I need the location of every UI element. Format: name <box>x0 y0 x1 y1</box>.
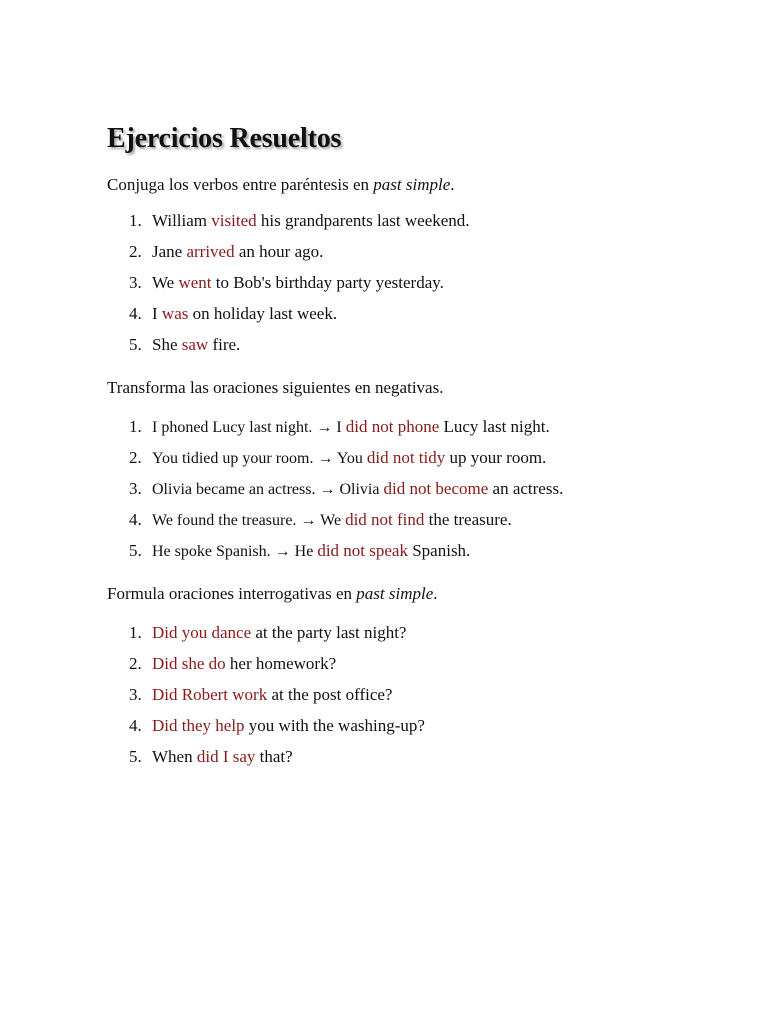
item-text-post: an hour ago. <box>234 242 324 261</box>
item-text-pre: We found the treasure. → We <box>152 512 346 529</box>
item-number: 4. <box>129 510 142 529</box>
item-text-pre: Olivia became an actress. → Olivia <box>152 481 384 498</box>
list-item <box>107 684 747 715</box>
item-text-post: Spanish. <box>407 541 471 560</box>
item-text-pre: He spoke Spanish. → He <box>152 543 318 560</box>
item-number: 2. <box>129 448 142 467</box>
section1-instruction-end: . <box>450 175 455 194</box>
item-number: 5. <box>129 335 142 354</box>
list-item <box>107 478 747 509</box>
item-text-pre: When <box>152 747 197 766</box>
list-item <box>107 416 747 447</box>
item-answer: Did she do <box>152 654 226 673</box>
item-number: 3. <box>129 685 142 704</box>
item-text-pre: I <box>152 304 162 323</box>
item-number: 5. <box>129 747 142 766</box>
item-answer: saw <box>181 335 209 354</box>
item-text-post: to Bob's birthday party yesterday. <box>211 273 444 292</box>
section2-instruction: Transforma las oraciones siguientes en negativas. <box>107 378 444 397</box>
item-answer: Did they help <box>152 716 245 735</box>
item-answer: went <box>178 273 212 292</box>
item-text-post: the treasure. <box>424 510 512 529</box>
item-number: 1. <box>129 211 142 230</box>
item-text-post: an actress. <box>488 479 564 498</box>
list-item <box>107 447 747 478</box>
item-number: 4. <box>129 716 142 735</box>
section1-list <box>107 210 747 365</box>
item-text-post: his grandparents last weekend. <box>256 211 470 230</box>
page-title: Ejercicios Resueltos <box>107 123 342 154</box>
list-item <box>107 272 747 303</box>
item-answer: visited <box>211 211 257 230</box>
list-item <box>107 540 747 571</box>
item-text-post: her homework? <box>225 654 337 673</box>
item-number: 2. <box>129 242 142 261</box>
item-number: 5. <box>129 541 142 560</box>
document-page <box>107 122 747 777</box>
item-number: 3. <box>129 479 142 498</box>
item-text-post: you with the washing-up? <box>244 716 425 735</box>
item-text-pre: I phoned Lucy last night. → I <box>152 419 346 436</box>
section3-instruction-emphasis: past simple <box>356 584 434 603</box>
item-answer: did not phone <box>345 417 440 436</box>
item-text-post: that? <box>255 747 293 766</box>
item-text-post: fire. <box>208 335 241 354</box>
section3-instruction <box>107 583 747 605</box>
list-item <box>107 622 747 653</box>
list-item <box>107 653 747 684</box>
list-item <box>107 715 747 746</box>
item-number: 1. <box>129 417 142 436</box>
list-item <box>107 210 747 241</box>
item-text-pre: We <box>152 273 179 292</box>
list-item <box>107 746 747 777</box>
item-text-pre: You tidied up your room. → You <box>152 450 367 467</box>
section3-instruction-end: . <box>433 584 438 603</box>
item-answer: did not become <box>383 479 489 498</box>
item-answer: Did you dance <box>152 623 252 642</box>
item-answer: arrived <box>186 242 235 261</box>
item-answer: did not speak <box>317 541 408 560</box>
section1-instruction <box>107 174 747 196</box>
item-text-pre: She <box>152 335 182 354</box>
list-item <box>107 509 747 540</box>
item-text-post: up your room. <box>445 448 547 467</box>
list-item <box>107 241 747 272</box>
item-answer: did not tidy <box>366 448 446 467</box>
section3-list <box>107 622 747 777</box>
item-text-post: at the party last night? <box>251 623 407 642</box>
item-text-post: on holiday last week. <box>188 304 338 323</box>
item-answer: Did Robert work <box>152 685 268 704</box>
item-answer: did I say <box>196 747 256 766</box>
item-text-post: Lucy last night. <box>439 417 550 436</box>
section1-instruction-text: Conjuga los verbos entre paréntesis en <box>107 175 374 194</box>
section3-instruction-text: Formula oraciones interrogativas en <box>107 584 357 603</box>
item-number: 3. <box>129 273 142 292</box>
item-number: 4. <box>129 304 142 323</box>
item-text-post: at the post office? <box>267 685 393 704</box>
item-answer: was <box>161 304 189 323</box>
item-text-pre: Jane <box>152 242 187 261</box>
item-answer: did not find <box>345 510 425 529</box>
list-item <box>107 334 747 365</box>
section1-instruction-emphasis: past simple <box>373 175 451 194</box>
item-number: 2. <box>129 654 142 673</box>
list-item <box>107 303 747 334</box>
item-text-pre: William <box>152 211 212 230</box>
section2-list <box>107 416 747 571</box>
item-number: 1. <box>129 623 142 642</box>
